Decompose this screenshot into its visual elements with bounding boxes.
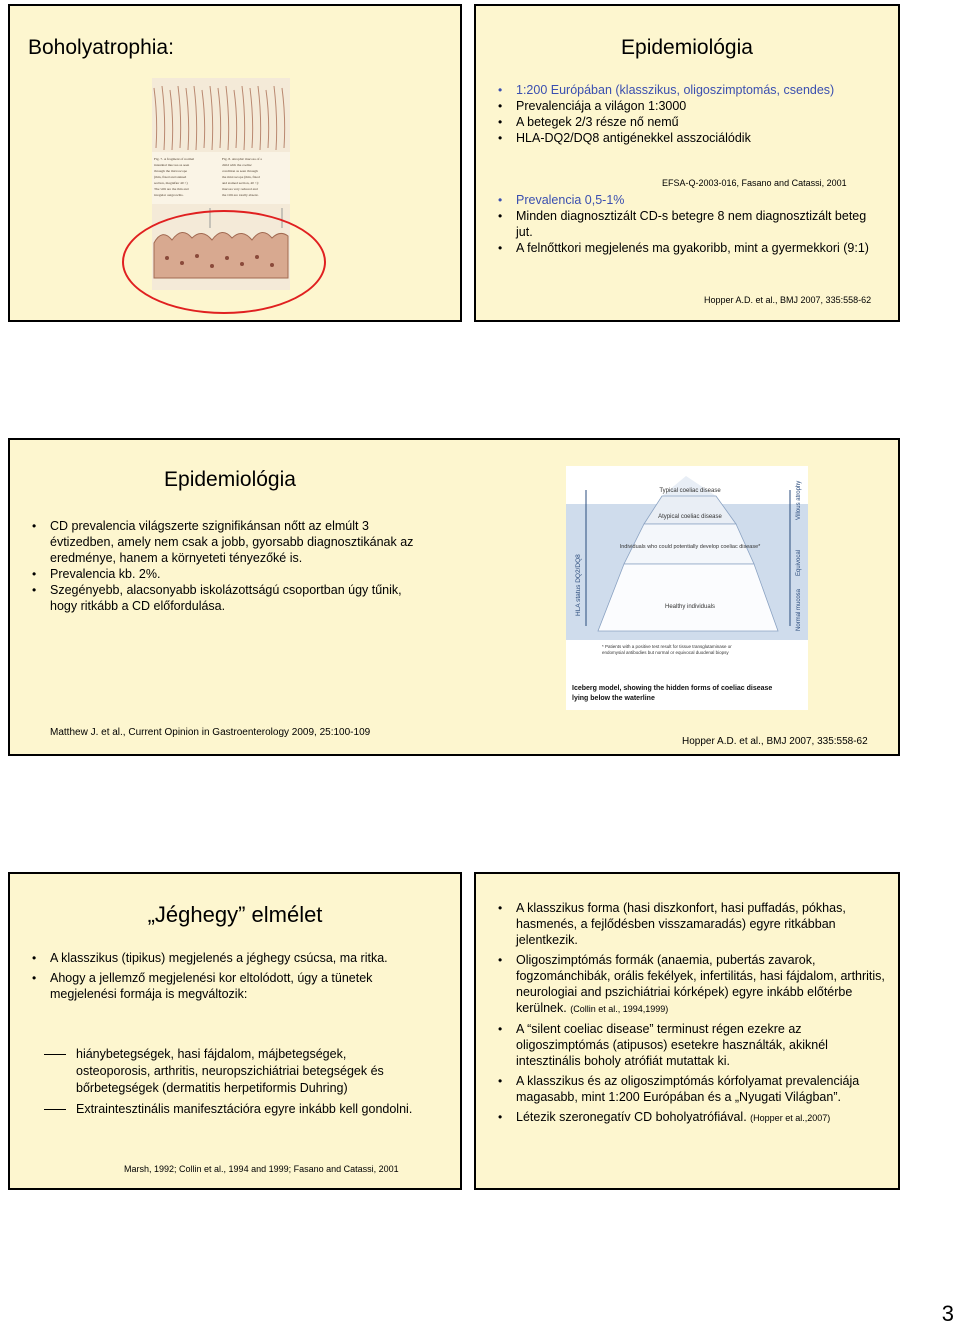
list-item: • A klasszikus és az oligoszimptómás kórfolyamat prevalenciája magasabb, mint 1:200 Európában és a „Nyugati Világban”. xyxy=(496,1073,886,1105)
slide-title: Epidemiológia xyxy=(164,468,296,491)
caption-left-text: Fig. 7. A fragment of normal xyxy=(154,157,195,161)
slide-title: Epidemiológia xyxy=(621,36,753,59)
reference-hopper: Hopper A.D. et al., BMJ 2007, 335:558-62 xyxy=(704,295,872,305)
list-item: • Minden diagnosztizált CD-s betegre 8 nem diagnosztizált beteg jut. xyxy=(496,208,886,240)
layer-potential: Individuals who could potentially develop coeliac disease* xyxy=(619,544,761,550)
reference-collin: (Collin et al., 1994,1999) xyxy=(570,1004,669,1014)
svg-text:section, magnifier 40 ×): section, magnifier 40 ×) xyxy=(154,181,188,185)
sub-item: Extraintesztinális manifesztációra egyre inkább kell gondolni. xyxy=(40,1101,420,1118)
svg-text:lying below the waterline: lying below the waterline xyxy=(572,695,655,702)
layer-healthy: Healthy individuals xyxy=(664,604,716,610)
bullet-list xyxy=(496,82,886,146)
axis-villous: Villous atrophy xyxy=(796,480,802,520)
svg-text:endomysial antibodies but norm: endomysial antibodies but normal or equivocal duodenal biopsy xyxy=(602,650,729,655)
list-item: • A felnőttkori megjelenés ma gyakoribb, mint a gyermekkori (9:1) xyxy=(496,240,886,256)
list-item: • A betegek 2/3 része nő nemű xyxy=(496,114,886,130)
svg-text:the microscope (thin, fixed: the microscope (thin, fixed xyxy=(222,175,260,179)
iceberg-footnote: * Patients with a positive test result for tissue transglutaminase or xyxy=(602,644,732,649)
svg-text:mucosa very reduced and: mucosa very reduced and xyxy=(222,187,258,191)
axis-normal: Normal mucosa xyxy=(796,588,802,631)
page-number: 3 xyxy=(941,1301,954,1326)
list-item: • HLA-DQ2/DQ8 antigénekkel asszociálódik xyxy=(496,130,886,146)
list-item: • A “silent coeliac disease” terminust régen ezekre az oligoszimptómás (atipusos) esetekre használták, akiknél intesztinális boholy atrófiát mutattak ki. xyxy=(496,1021,886,1069)
axis-equivocal: Equivocal xyxy=(796,549,802,576)
bullet-list-2 xyxy=(496,192,886,256)
reference-hopper: Hopper A.D. et al., BMJ 2007, 335:558-62 xyxy=(682,736,868,747)
highlight-ellipse xyxy=(122,210,326,314)
list-item: • 1:200 Európában (klasszikus, oligoszimptomás, csendes) xyxy=(496,82,886,98)
svg-text:irregular outgrowths.: irregular outgrowths. xyxy=(154,193,184,197)
iceberg-caption: Iceberg model, showing the hidden forms of coeliac disease xyxy=(572,685,773,692)
svg-text:through the microscope: through the microscope xyxy=(154,169,188,173)
list-item: • Létezik szeronegatív CD boholyatrófiával. (Hopper et al.,2007) xyxy=(496,1109,886,1126)
list-item: • Prevalencia kb. 2%. xyxy=(30,566,420,582)
svg-text:intestinal mucosa as seen: intestinal mucosa as seen xyxy=(154,163,190,167)
list-item: • Oligoszimptómás formák (anaemia, pubertás zavarok, fogzománchibák, orális fekélyek, infertilitás, hasi fájdalom, arthritis, neurologiai and pszichiátriai kórképek) egyre inkább előtérbe kerülnek. (Collin et al., 1994,1999) xyxy=(496,952,886,1017)
slide-boholyatrophia xyxy=(8,4,462,322)
svg-text:and stained section, 40 ×):: and stained section, 40 ×): xyxy=(222,181,259,185)
slide-title: Boholyatrophia: xyxy=(28,36,174,59)
reference-matthew: Matthew J. et al., Current Opinion in Gastroenterology 2009, 25:100-109 xyxy=(50,727,371,738)
svg-text:the villi are totally absent.: the villi are totally absent. xyxy=(222,193,259,197)
list-item: • Ahogy a jellemző megjelenési kor eltolódott, úgy a tünetek megjelenési formája is megváltozik: xyxy=(30,970,430,1002)
reference: Marsh, 1992; Collin et al., 1994 and 1999; Fasano and Catassi, 2001 xyxy=(124,1164,399,1174)
svg-text:The villi are the thin and: The villi are the thin and xyxy=(154,187,189,191)
slide-jeghegy xyxy=(8,872,462,1190)
sub-item: hiánybetegségek, hasi fájdalom, májbetegségek, osteoporosis, arthritis, neuropszichiátriai betegségek és bőrbetegségek (dermatitis herpetiformis Duhring) xyxy=(40,1046,420,1097)
svg-text:condition as seen through: condition as seen through xyxy=(222,169,258,173)
reference-hopper: (Hopper et al.,2007) xyxy=(750,1113,831,1123)
bullet-list xyxy=(30,518,420,614)
list-item: • A klasszikus (tipikus) megjelenés a jéghegy csúcsa, ma ritka. xyxy=(30,950,430,966)
iceberg-diagram xyxy=(566,466,808,710)
bullet-list xyxy=(30,950,430,1002)
layer-atypical: Atypical coeliac disease xyxy=(658,514,722,520)
bullet-list xyxy=(496,900,886,1126)
layer-typical: Typical coeliac disease xyxy=(659,488,721,494)
iceberg-figure xyxy=(566,466,808,710)
slide-title: „Jéghegy” elmélet xyxy=(147,902,323,927)
sub-list xyxy=(40,1046,420,1118)
axis-hla: HLA status DQ2/DQ8 xyxy=(575,554,582,616)
slide-epidemiologia-1 xyxy=(474,4,900,322)
list-item: • A klasszikus forma (hasi diszkonfort, hasi puffadás, pókhas, hasmenés, a fejlődésben visszamaradás) egyre ritkábban jelentkezik. xyxy=(496,900,886,948)
svg-text:(thin, fixed and stained: (thin, fixed and stained xyxy=(154,175,187,179)
slide-klasszikus-forma xyxy=(474,872,900,1190)
slide-epidemiologia-2 xyxy=(8,438,900,756)
list-item: • Szegényebb, alacsonyabb iskolázottságú csoportban úgy tűnik, hogy ritkább a CD előfordulása. xyxy=(30,582,420,614)
reference-efsa: EFSA-Q-2003-016, Fasano and Catassi, 2001 xyxy=(662,178,847,188)
list-item: • CD prevalencia világszerte szignifikánsan nőtt az elmúlt 3 évtizedben, amely nem csak a jobb, gyorsabb diagnosztikának az eredménye, hanem a környeteti tényezőké is. xyxy=(30,518,420,566)
list-item: • Prevalencia 0,5-1% xyxy=(496,192,886,208)
svg-text:child with the coeliac: child with the coeliac xyxy=(222,163,253,167)
caption-right-text: Fig. 8. Atrophic mucosa of a xyxy=(222,157,262,161)
list-item: • Prevalenciája a világon 1:3000 xyxy=(496,98,886,114)
